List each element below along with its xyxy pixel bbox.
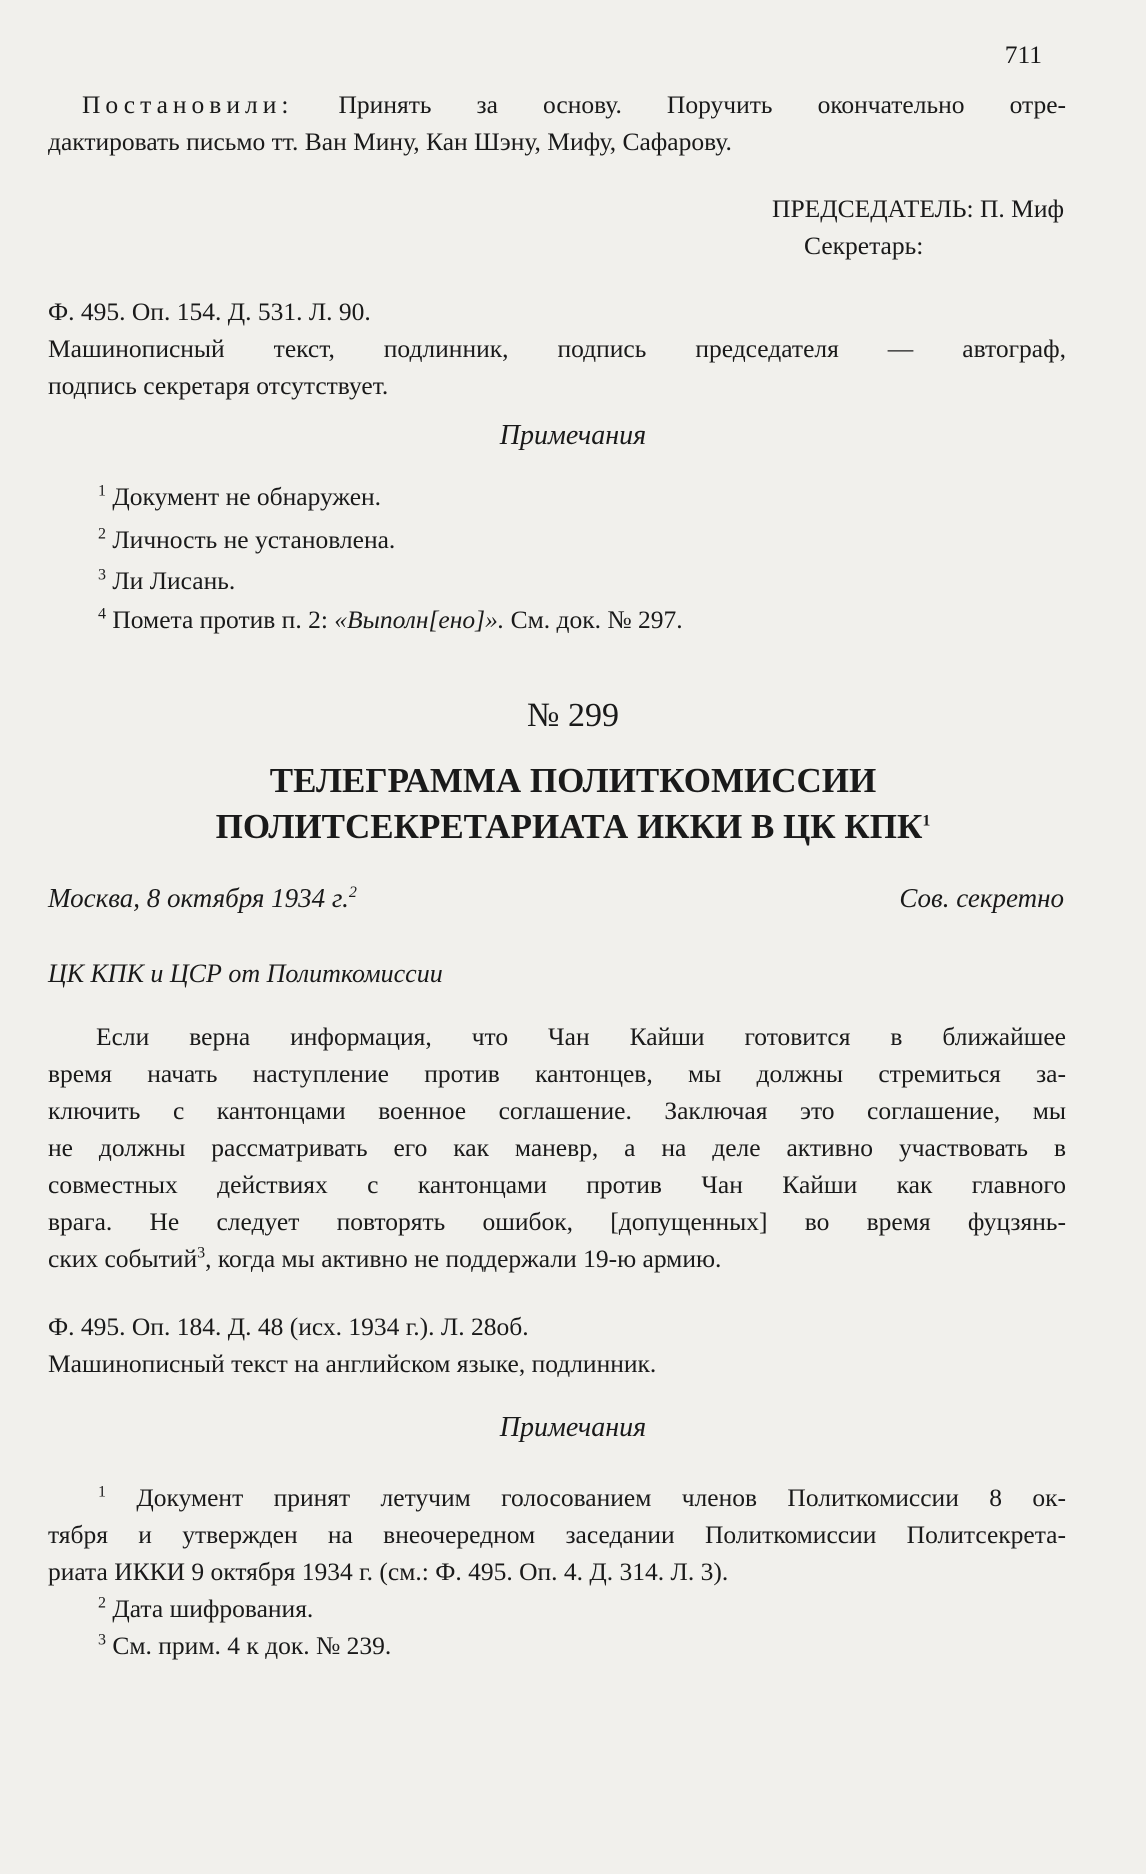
- source-description: Машинописный текст на английском языке, подлинник.: [48, 1349, 657, 1378]
- resolution-line-2: дактировать письмо тт. Ван Мину, Кан Шэну, Мифу, Сафарову.: [48, 127, 732, 156]
- note-item: $^1$ Документ не обнаружен.: [98, 482, 382, 511]
- resolution-line-1: [82, 86, 1066, 123]
- body-line: ключить с кантонцами военное соглашение. Заключая это соглашение, мы: [48, 1096, 1066, 1125]
- notes-heading: Примечания: [499, 420, 647, 451]
- note-item: $^2$ Дата шифрования.: [98, 1594, 314, 1623]
- note-item-continuation: риата ИККИ 9 октября 1934 г. (см.: Ф. 495. Оп. 4. Д. 314. Л. 3).: [48, 1557, 729, 1586]
- chairman-signature: ПРЕДСЕДАТЕЛЬ: П. Миф: [772, 194, 1064, 223]
- addressee: ЦК КПК и ЦСР от Политкомиссии: [48, 959, 443, 988]
- note-item-continuation: тября и утвержден на внеочередном заседании Политкомиссии Политсекрета-: [48, 1520, 1066, 1549]
- body-line: совместных действиях с кантонцами против Чан Кайши как главного: [48, 1170, 1066, 1199]
- note-item: $^3$ См. прим. 4 к док. № 239.: [98, 1631, 392, 1660]
- note-item: $^1$ Документ принят летучим голосованием членов Политкомиссии 8 ок-: [98, 1483, 1066, 1512]
- resolved-label: Постановили:: [82, 90, 294, 119]
- body-line: время начать наступление против кантонцев, мы должны стремиться за-: [48, 1059, 1066, 1088]
- note-item: $^2$ Личность не установлена.: [98, 525, 396, 554]
- notes-heading: Примечания: [499, 1412, 647, 1443]
- body-line: ских событий$^3$, когда мы активно не поддержали 19-ю армию.: [48, 1244, 722, 1273]
- resolution-text: Принять за основу. Поручить окончательно отре-: [338, 90, 1066, 119]
- body-line: врага. Не следует повторять ошибок, [допущенных] во время фуцзянь-: [48, 1207, 1066, 1236]
- archive-reference: Ф. 495. Оп. 154. Д. 531. Л. 90.: [48, 297, 371, 326]
- source-description-line-2: подпись секретаря отсутствует.: [48, 371, 389, 400]
- note-item: $^3$ Ли Лисань.: [98, 566, 236, 595]
- document-number: № 299: [527, 697, 619, 734]
- archive-reference: Ф. 495. Оп. 184. Д. 48 (исх. 1934 г.). Л. 28об.: [48, 1312, 529, 1341]
- body-line: не должны рассматривать его как маневр, а на деле активно участвовать в: [48, 1133, 1066, 1162]
- document-title-line-1: ТЕЛЕГРАММА ПОЛИТКОМИССИИ: [269, 761, 877, 800]
- body-line: Если верна информация, что Чан Кайши готовится в ближайшее: [96, 1022, 1066, 1051]
- document-title-line-2: ПОЛИТСЕКРЕТАРИАТА ИККИ В ЦК КПК$^1$: [215, 807, 931, 846]
- secretary-signature: Секретарь:: [804, 231, 924, 260]
- classification-stamp: Сов. секретно: [899, 883, 1064, 913]
- page-number: 711: [1004, 40, 1042, 69]
- source-description-line-1: Машинописный текст, подлинник, подпись председателя — автограф,: [48, 334, 1066, 363]
- place-and-date: Москва, 8 октября 1934 г.$^2$: [48, 883, 357, 913]
- note-item: $^4$ Помета против п. 2: «Выполн[ено]». См. док. № 297.: [98, 605, 683, 634]
